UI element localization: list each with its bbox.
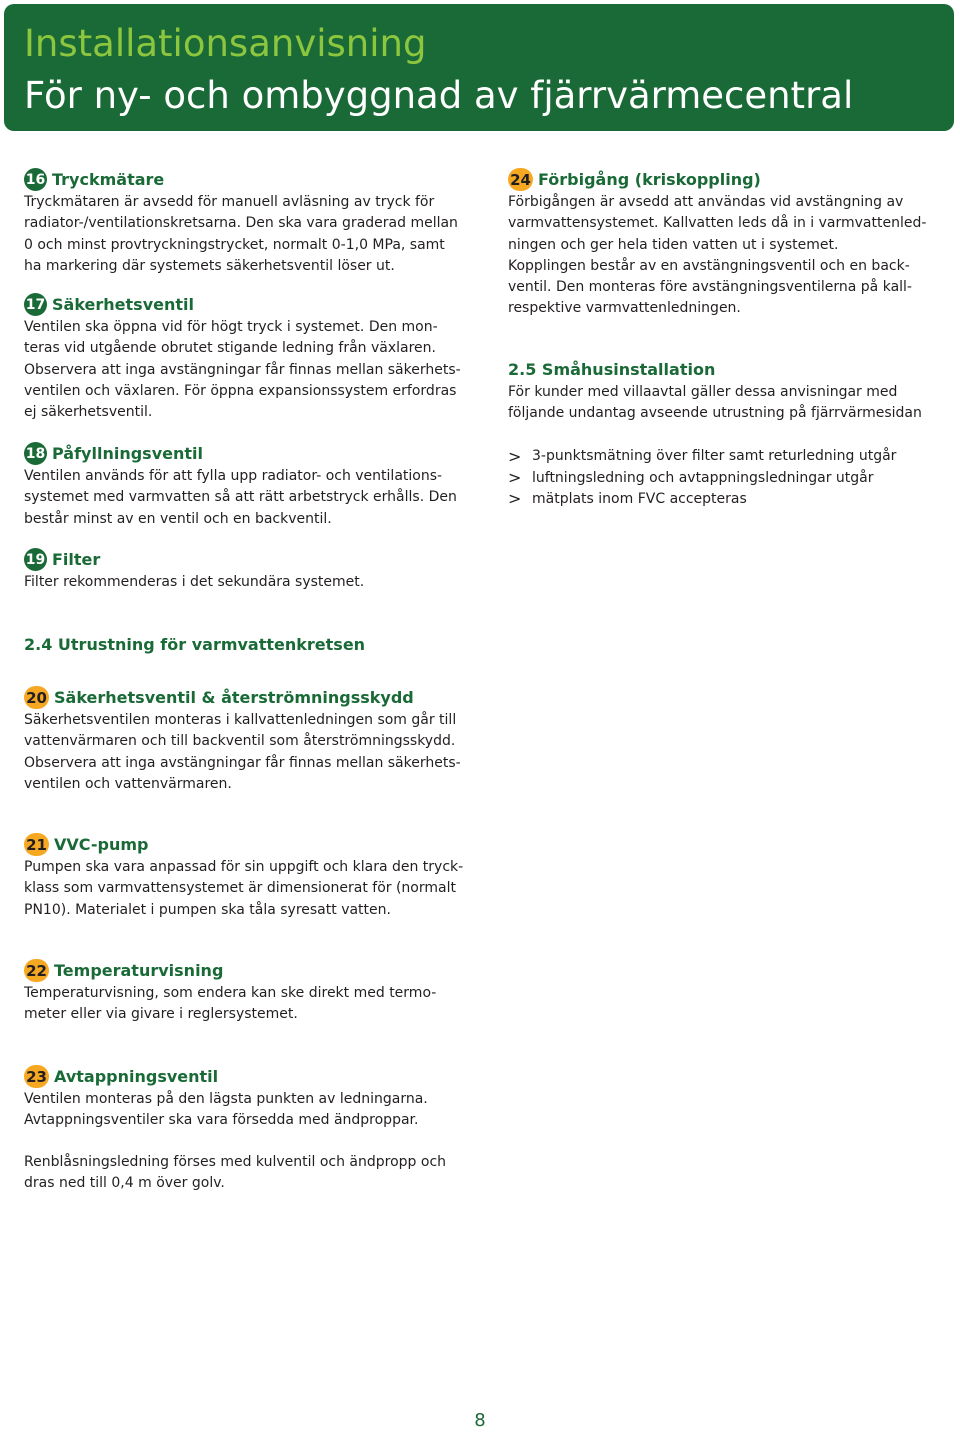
section-title [24,167,494,192]
number-badge: 20 [24,686,49,709]
text-line: ventil. Den monteras före avstängningsventilerna på kall- [508,279,912,296]
text-line: teras vid utgående obrutet stigande ledning från växlaren. [24,340,436,357]
text-line: Filter rekommenderas i det sekundära systemet. [24,574,365,590]
list-item [508,446,940,467]
section-2-4-heading [24,632,494,657]
number-badge: 22 [24,959,49,982]
subsection-heading: 2.4 Utrustning för varmvattenkretsen [24,635,366,654]
section-title [24,441,494,466]
section-body [24,857,494,921]
section-title [24,1064,494,1089]
section-body [508,192,940,320]
number-badge: 21 [24,833,49,856]
text-line: respektive varmvattenledningen. [508,300,741,317]
text-line: Säkerhetsventilen monteras i kallvattenledningen som går till [24,712,457,728]
text-line: Ventilen används för att fylla upp radiator- och ventilations- [24,468,443,484]
section-heading: Säkerhetsventil & återströmningsskydd [54,688,414,707]
text-line: består minst av en ventil och en backventil. [24,510,332,527]
bullet-list [508,446,940,510]
text-line: Observera att inga avstängningar får finnas mellan säkerhets- [24,361,461,378]
bullet-text: 3-punktsmätning över filter samt returledning utgår [532,448,897,465]
section-body [24,710,494,795]
section-24 [508,167,940,320]
text-line: dras ned till 0,4 m över golv. [24,1174,225,1191]
bullet-text: mätplats inom FVC accepteras [532,490,747,507]
text-line: Avtappningsventiler ska vara försedda med ändproppar. [24,1112,419,1129]
section-heading: Tryckmätare [52,170,165,189]
bullet-text: luftningsledning och avtappningsledningar utgår [532,469,874,486]
text-line: För kunder med villaavtal gäller dessa anvisningar med [508,384,898,400]
section-body [24,317,494,423]
text-line: följande undantag avseende utrustning på fjärrvärmesidan [508,405,922,422]
section-19 [24,547,494,593]
header-banner [4,4,954,131]
text-line: Temperaturvisning, som endera kan ske direkt med termo- [24,985,437,1001]
document-type-title: Installationsanvisning [24,22,427,65]
number-badge: 23 [24,1065,49,1088]
section-title [24,547,494,572]
section-title [24,832,494,857]
chevron-right-icon: > [508,468,522,488]
section-heading: Filter [52,550,101,569]
text-line: 0 och minst provtryckningstrycket, normalt 0-1,0 MPa, samt [24,236,445,253]
section-title [24,292,494,317]
text-line: ningen och ger hela tiden vatten ut i systemet. [508,236,839,253]
text-line: systemet med varmvatten så att rätt arbetstryck erhålls. Den [24,489,457,506]
number-badge: 18 [24,442,47,465]
section-heading: Temperaturvisning [54,961,224,980]
text-line: PN10). Materialet i pumpen ska tåla syresatt vatten. [24,901,391,918]
text-line: vattenvärmaren och till backventil som återströmningsskydd. [24,733,456,750]
section-heading: Förbigång (kriskoppling) [538,170,761,189]
text-line: Kopplingen består av en avstängningsventil och en back- [508,257,910,274]
section-17 [24,292,494,423]
section-body [24,466,494,530]
section-body [508,382,940,425]
document-subject-title: För ny- och ombyggnad av fjärrvärmecentral [24,74,854,117]
section-heading: VVC-pump [54,835,149,854]
text-line: ha markering där systemets säkerhetsventil löser ut. [24,257,395,274]
section-title [24,958,494,983]
number-badge: 17 [24,293,47,316]
text-line: ventilen och vattenvärmaren. [24,775,232,792]
text-line: Renblåsningsledning förses med kulventil och ändpropp och [24,1153,447,1170]
section-21 [24,832,494,921]
text-line: klass som varmvattensystemet är dimensionerat för (normalt [24,880,456,897]
section-22 [24,958,494,1026]
section-heading: Avtappningsventil [54,1067,219,1086]
text-line: Tryckmätaren är avsedd för manuell avläsning av tryck för [24,194,435,210]
page-number: 8 [474,1410,486,1431]
text-line: Observera att inga avstängningar får finnas mellan säkerhets- [24,754,461,771]
number-badge: 16 [24,168,47,191]
text-line: radiator-/ventilationskretsarna. Den ska vara graderad mellan [24,215,458,232]
section-body [24,1089,494,1132]
section-18 [24,441,494,530]
text-line: Ventilen monteras på den lägsta punkten av ledningarna. [24,1091,428,1107]
section-title [24,685,494,710]
text-line: meter eller via givare i reglersystemet. [24,1006,298,1023]
section-title [508,167,940,192]
section-heading: Påfyllningsventil [52,444,203,463]
text-line: Ventilen ska öppna vid för högt tryck i systemet. Den mon- [24,319,438,335]
section-heading: Säkerhetsventil [52,295,194,314]
list-item [508,488,940,509]
number-badge: 19 [24,548,47,571]
section-body [24,192,494,277]
section-note [24,1152,494,1195]
section-body [24,983,494,1026]
text-line: varmvattensystemet. Kallvatten leds då in i varmvattenled- [508,215,927,232]
section-2-5 [508,357,940,509]
chevron-right-icon: > [508,446,522,466]
number-badge: 24 [508,168,533,191]
chevron-right-icon: > [508,489,522,509]
section-body [24,572,494,593]
text-line: Förbigången är avsedd att användas vid avstängning av [508,194,904,210]
text-line: ej säkerhetsventil. [24,404,153,421]
subsection-heading: 2.5 Småhusinstallation [508,360,716,379]
section-20 [24,685,494,795]
section-16 [24,167,494,277]
list-item [508,467,940,488]
section-23 [24,1064,494,1194]
text-line: ventilen och växlaren. För öppna expansionssystem erfordras [24,382,457,399]
text-line: Pumpen ska vara anpassad för sin uppgift och klara den tryck- [24,859,464,875]
